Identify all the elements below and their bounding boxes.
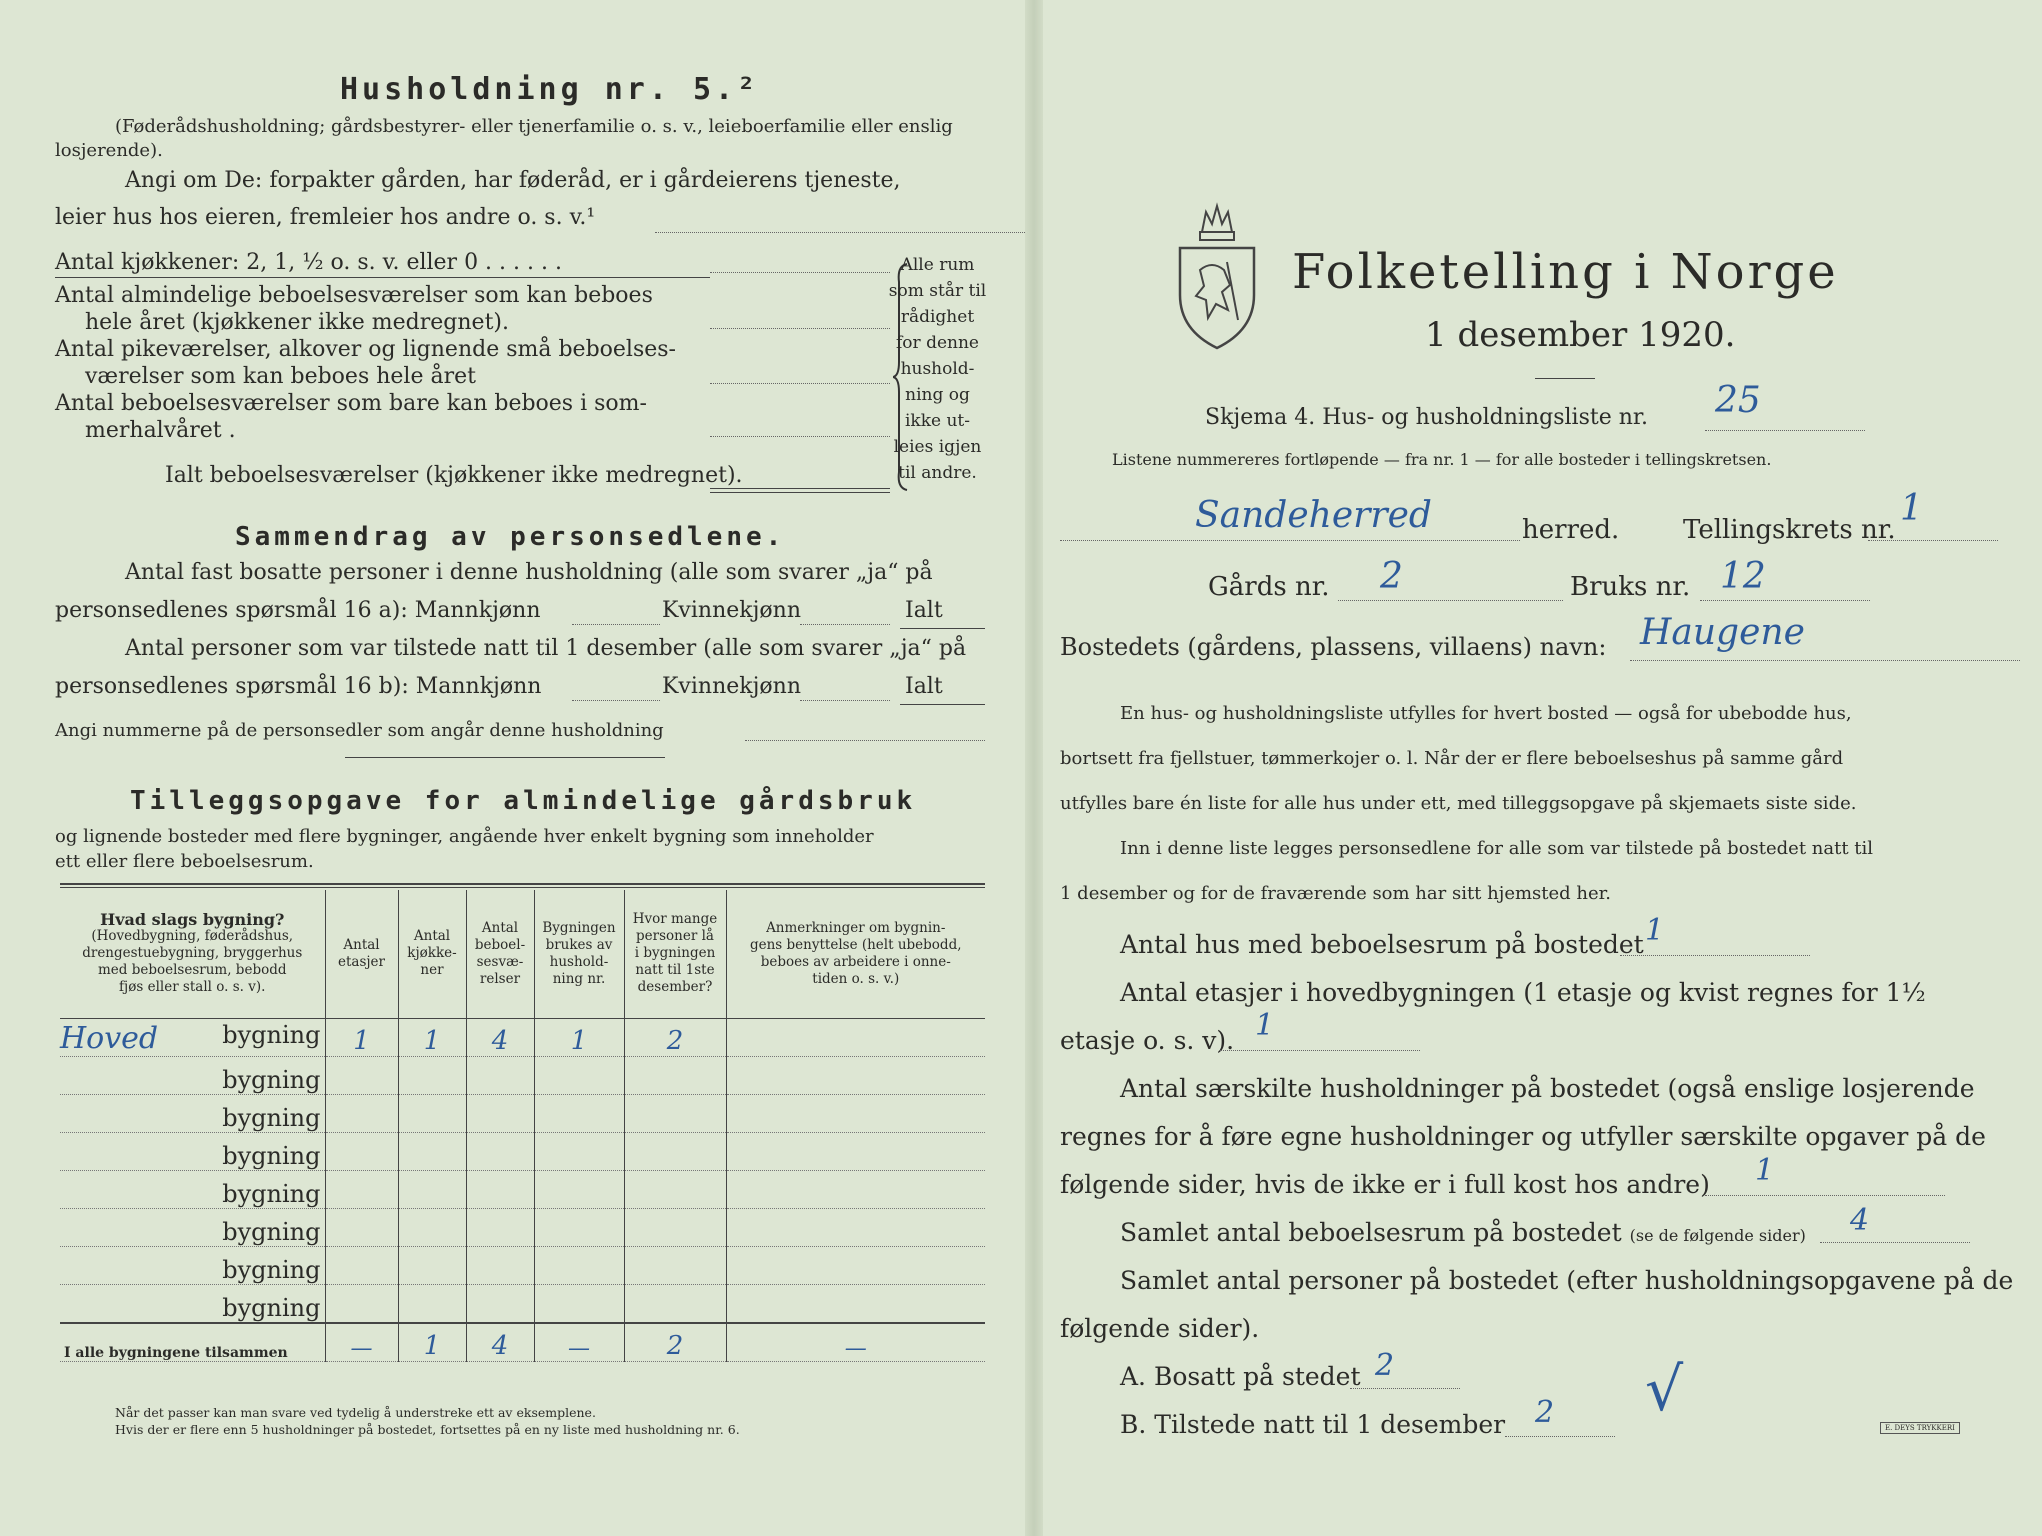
sarsk-line	[1705, 1195, 1945, 1196]
herred-label: herred.	[1522, 515, 1620, 545]
cell-brukes: 1	[534, 1018, 624, 1056]
samlet-rum-text: Samlet antal beboelsesrum på bostedet	[1120, 1218, 1622, 1247]
table-top-rule-2	[60, 887, 985, 888]
col-beboelses-header	[466, 890, 534, 1018]
footnote-2: Hvis der er flere enn 5 husholdninger på bostedet, fortsettes på en ny liste med husholdning nr. 6.	[115, 1422, 740, 1437]
fast-line2: personsedlenes spørsmål 16 a): Mannkjønn	[55, 598, 541, 623]
para1-line1: En hus- og husholdningsliste utfylles for hvert bosted — også for ubebodde hus,	[1120, 703, 1852, 724]
tilst-line2: personsedlenes spørsmål 16 b): Mannkjønn	[55, 674, 542, 699]
col-anmerk-header	[726, 890, 985, 1018]
angi-answer-line	[655, 232, 1025, 233]
sarsk-line2: regnes for å føre egne husholdninger og utfyller særskilte opgaver på de	[1060, 1122, 1986, 1151]
sarsk-value: 1	[1755, 1153, 1775, 1188]
col-etasjer-header	[325, 890, 398, 1018]
hus-line	[1620, 955, 1810, 956]
building-type-value: Hoved	[60, 1020, 159, 1056]
table-row	[60, 1284, 985, 1323]
total-label: I alle bygningene tilsammen	[60, 1323, 325, 1362]
table-row	[60, 1132, 985, 1170]
cell-anmerk	[726, 1132, 985, 1170]
building-type-cell	[60, 1132, 325, 1170]
tillegg-line2: ett eller flere beboelsesrum.	[55, 851, 314, 872]
footnote-1: Når det passer kan man svare ved tydelig å understreke ett av eksemplene.	[115, 1405, 596, 1420]
cell-beboelses	[466, 1056, 534, 1094]
table-top-rule	[60, 883, 985, 885]
skjema-label: Skjema 4. Hus- og husholdningsliste nr.	[1205, 405, 1648, 430]
bosted-value: Haugene	[1640, 612, 1805, 653]
etasjer-line	[1220, 1050, 1420, 1051]
cell-beboelses	[466, 1284, 534, 1323]
header-line: Anmerkninger om bygnin-	[766, 919, 946, 936]
table-total-row	[60, 1323, 985, 1362]
cell-beboelses	[466, 1246, 534, 1284]
fast-mann-answer	[572, 624, 660, 625]
total-beboelses: 4	[466, 1323, 534, 1362]
bruks-line	[1700, 600, 1870, 601]
tillegg-title: Tilleggsopgave for almindelige gårdsbruk	[130, 786, 917, 816]
cell-kjokkener	[398, 1094, 466, 1132]
bygning-label: bygning	[222, 1020, 321, 1049]
som-answer	[710, 436, 890, 437]
header-line: fjøs eller stall o. s. v).	[119, 979, 266, 996]
ialt-rooms-answer	[710, 488, 890, 489]
brace-line: rådighet	[900, 307, 975, 327]
cell-anmerk	[726, 1094, 985, 1132]
total-etasjer: —	[325, 1323, 398, 1362]
som-line2: merhalvåret .	[85, 418, 236, 443]
total-anmerk: —	[726, 1323, 985, 1362]
header-line: beboes av arbeidere i onne-	[760, 953, 951, 970]
nummerne-label: Angi nummerne på de personsedler som angår denne husholdning	[55, 720, 664, 741]
norway-crest-icon	[1172, 200, 1262, 352]
fast-line1: Antal fast bosatte personer i denne husholdning (alle som svarer „ja“ på	[125, 560, 933, 585]
tilst-kvinne-answer	[800, 700, 890, 701]
cell-anmerk	[726, 1208, 985, 1246]
tilst-line1: Antal personer som var tilstede natt til 1 desember (alle som svarer „ja“ på	[125, 636, 967, 661]
tilst-ialt-label: Ialt	[905, 674, 943, 699]
brace-line: ning og	[905, 385, 970, 405]
cell-etasjer	[325, 1170, 398, 1208]
header-line: desember?	[637, 979, 713, 996]
cell-kjokkener: 1	[398, 1018, 466, 1056]
cell-kjokkener	[398, 1170, 466, 1208]
etasjer-value: 1	[1255, 1008, 1275, 1043]
cell-kjokkener	[398, 1246, 466, 1284]
tilst-mann-answer	[572, 700, 660, 701]
header-line: kjøkke-	[407, 945, 457, 962]
table-row	[60, 1170, 985, 1208]
bygning-label: bygning	[222, 1293, 321, 1322]
header-line: i bygningen	[634, 945, 716, 962]
cell-beboelses	[466, 1094, 534, 1132]
cell-anmerk	[726, 1170, 985, 1208]
cell-kjokkener	[398, 1056, 466, 1094]
cell-brukes	[534, 1170, 624, 1208]
samlet-rum-value: 4	[1850, 1203, 1870, 1238]
cell-beboelses	[466, 1208, 534, 1246]
skjema-nr-value: 25	[1715, 380, 1761, 421]
cell-etasjer	[325, 1284, 398, 1323]
table-header-row	[60, 890, 985, 1018]
col-brukes-header	[534, 890, 624, 1018]
checkmark: √	[1645, 1355, 1684, 1425]
angi-line1: Angi om De: forpakter gården, har føderåd, er i gårdeierens tjeneste,	[125, 168, 901, 193]
header-line: personer lå	[636, 928, 714, 945]
cell-anmerk	[726, 1018, 985, 1056]
krets-value: 1	[1900, 488, 1923, 529]
header-line: natt til 1ste	[635, 962, 715, 979]
bygning-label: bygning	[222, 1255, 321, 1284]
para1-line2: bortsett fra fjellstuer, tømmerkojer o. l. Når der er flere beboelseshus på samme gård	[1060, 748, 1844, 769]
gards-value: 2	[1380, 556, 1403, 597]
cell-brukes	[534, 1094, 624, 1132]
header-line: beboel-	[474, 936, 526, 953]
bosatt-label: A. Bosatt på stedet	[1120, 1362, 1361, 1391]
pike-answer	[710, 383, 890, 384]
title-divider	[1535, 378, 1595, 379]
main-title: Folketelling i Norge	[1292, 244, 1839, 300]
brace-note	[865, 252, 1010, 486]
header-line: Antal	[343, 936, 380, 953]
cell-personer	[624, 1284, 726, 1323]
cell-kjokkener	[398, 1284, 466, 1323]
cell-personer	[624, 1208, 726, 1246]
page-fold	[1025, 0, 1043, 1536]
census-date: 1 desember 1920.	[1425, 315, 1736, 355]
left-page	[55, 0, 985, 1536]
cell-kjokkener	[398, 1132, 466, 1170]
bygning-label: bygning	[222, 1217, 321, 1246]
alm-line2: hele året (kjøkkener ikke medregnet).	[85, 310, 509, 335]
kjokkener-label: Antal kjøkkener: 2, 1, ½ o. s. v. eller 0 . . . . . .	[55, 250, 562, 275]
cell-brukes	[534, 1208, 624, 1246]
bruks-value: 12	[1720, 556, 1766, 597]
tilst-ialt-answer	[900, 704, 985, 705]
cell-brukes	[534, 1056, 624, 1094]
building-type-cell	[60, 1056, 325, 1094]
fast-ialt-answer	[900, 628, 985, 629]
cell-etasjer	[325, 1094, 398, 1132]
sarsk-line1: Antal særskilte husholdninger på bostedet (også enslige losjerende	[1120, 1074, 1975, 1103]
samlet-rum-note: (se de følgende sider)	[1629, 1226, 1806, 1245]
fast-ialt-label: Ialt	[905, 598, 943, 623]
samlet-pers-line2: følgende sider).	[1060, 1314, 1260, 1343]
bygning-label: bygning	[222, 1103, 321, 1132]
building-type-cell	[60, 1170, 325, 1208]
cell-etasjer	[325, 1132, 398, 1170]
bygning-label: bygning	[222, 1065, 321, 1094]
hus-label: Antal hus med beboelsesrum på bostedet	[1120, 930, 1644, 959]
pike-line1: Antal pikeværelser, alkover og lignende små beboelses-	[55, 337, 676, 362]
header-line: Bygningen	[542, 919, 616, 936]
bygning-label: bygning	[222, 1179, 321, 1208]
cell-personer	[624, 1170, 726, 1208]
cell-anmerk	[726, 1056, 985, 1094]
building-type-cell	[60, 1284, 325, 1323]
brace-line: Alle rum	[900, 255, 975, 275]
printer-stamp: E. DEYS TRYKKERI	[1880, 1422, 1960, 1434]
kjokkener-answer	[710, 272, 890, 273]
fast-kvinne-label: Kvinnekjønn	[662, 598, 801, 623]
cell-brukes	[534, 1246, 624, 1284]
krets-label: Tellingskrets nr.	[1683, 515, 1896, 545]
cell-personer	[624, 1246, 726, 1284]
fast-kvinne-answer	[800, 624, 890, 625]
header-line: med beboelsesrum, bebodd	[98, 962, 287, 979]
header-line: etasjer	[337, 953, 386, 970]
table-row	[60, 1056, 985, 1094]
bosted-line	[1630, 660, 2020, 661]
sammendrag-title: Sammendrag av personsedlene.	[235, 522, 786, 552]
cell-anmerk	[726, 1246, 985, 1284]
tilstede-value: 2	[1535, 1395, 1555, 1430]
tillegg-line1: og lignende bosteder med flere bygninger, angående hver enkelt bygning som inneholder	[55, 826, 874, 847]
cell-brukes	[534, 1132, 624, 1170]
bosted-label: Bostedets (gårdens, plassens, villaens) navn:	[1060, 633, 1607, 661]
cell-etasjer	[325, 1056, 398, 1094]
tilstede-line	[1505, 1436, 1615, 1437]
angi-line2: leier hus hos eieren, fremleier hos andre o. s. v.¹	[55, 205, 596, 230]
col-type-title: Hvad slags bygning?	[100, 910, 285, 930]
gards-line	[1338, 600, 1563, 601]
para1-line3: utfylles bare én liste for alle hus under ett, med tilleggsopgave på skjemaets siste side.	[1060, 793, 1857, 814]
cell-personer	[624, 1132, 726, 1170]
kjokkener-underline	[55, 277, 710, 278]
brace-line: til andre.	[898, 463, 977, 483]
bosatt-line	[1350, 1388, 1460, 1389]
household-note: (Føderådshusholdning; gårdsbestyrer- eller tjenerfamilie o. s. v., leieboerfamilie eller enslig losjerende).	[55, 116, 953, 161]
tilst-kvinne-label: Kvinnekjønn	[662, 674, 801, 699]
para2-line1: Inn i denne liste legges personsedlene for alle som var tilstede på bostedet natt til	[1120, 838, 1874, 859]
listene-note: Listene nummereres fortløpende — fra nr. 1 — for alle bosteder i tellingskretsen.	[1112, 450, 1772, 469]
brace-line: leies igjen	[893, 437, 982, 457]
building-type-cell	[60, 1246, 325, 1284]
sarsk-line3: følgende sider, hvis de ikke er i full kost hos andre)	[1060, 1170, 1710, 1199]
alm-answer	[710, 328, 890, 329]
header-line: brukes av	[545, 936, 613, 953]
bruks-label: Bruks nr.	[1570, 572, 1691, 602]
col-type-header	[60, 890, 325, 1018]
herred-value: Sandeherred	[1195, 495, 1432, 536]
household-title: Husholdning nr. 5.²	[340, 72, 760, 107]
bygning-label: bygning	[222, 1141, 321, 1170]
cell-etasjer: 1	[325, 1018, 398, 1056]
ialt-rooms-label: Ialt beboelsesværelser (kjøkkener ikke medregnet).	[165, 463, 743, 488]
cell-personer: 2	[624, 1018, 726, 1056]
total-kjokkener: 1	[398, 1323, 466, 1362]
pike-line2: værelser som kan beboes hele året	[85, 364, 476, 389]
samlet-rum-line	[1820, 1242, 1970, 1243]
hus-value: 1	[1645, 913, 1665, 948]
header-line: Hvor mange	[632, 911, 718, 928]
header-line: Antal	[481, 919, 519, 936]
gards-label: Gårds nr.	[1208, 572, 1330, 602]
header-line: tiden o. s. v.)	[812, 970, 900, 987]
cell-beboelses: 4	[466, 1018, 534, 1056]
header-line: drengestuebygning, bryggerhus	[82, 945, 303, 962]
bosatt-value: 2	[1375, 1348, 1395, 1383]
skjema-nr-line	[1705, 430, 1865, 431]
alm-line1: Antal almindelige beboelsesværelser som kan beboes	[55, 283, 653, 308]
building-table	[60, 890, 985, 1362]
brace-line: ikke ut-	[904, 411, 971, 431]
header-line: Antal	[413, 928, 451, 945]
brace-line: for denne	[896, 333, 979, 353]
brace-line: som står til	[888, 281, 987, 301]
total-brukes: —	[534, 1323, 624, 1362]
table-row	[60, 1246, 985, 1284]
cell-beboelses	[466, 1132, 534, 1170]
table-row	[60, 1208, 985, 1246]
header-line: hushold-	[549, 953, 609, 970]
right-page	[1060, 0, 2014, 1536]
cell-anmerk	[726, 1284, 985, 1323]
building-type-cell	[60, 1208, 325, 1246]
total-personer: 2	[624, 1323, 726, 1362]
table-row	[60, 1018, 985, 1056]
som-line1: Antal beboelsesværelser som bare kan beboes i som-	[55, 391, 647, 416]
table-row	[60, 1094, 985, 1132]
samlet-rum-label	[1120, 1218, 1806, 1247]
cell-beboelses	[466, 1170, 534, 1208]
cell-brukes	[534, 1284, 624, 1323]
col-personer-header	[624, 890, 726, 1018]
samlet-pers-line1: Samlet antal personer på bostedet (efter husholdningsopgavene på de	[1120, 1266, 2014, 1295]
building-type-cell	[60, 1094, 325, 1132]
cell-kjokkener	[398, 1208, 466, 1246]
krets-line	[1868, 540, 1998, 541]
etasjer-line1: Antal etasjer i hovedbygningen (1 etasje og kvist regnes for 1½	[1120, 978, 1926, 1007]
header-line: sesvæ-	[476, 953, 524, 970]
header-line: ner	[420, 962, 444, 979]
brace-line: hushold-	[900, 359, 975, 379]
nummerne-answer	[745, 740, 985, 741]
etasjer-line2: etasje o. s. v).	[1060, 1026, 1235, 1055]
ialt-rooms-answer-double	[710, 492, 890, 493]
tilstede-label: B. Tilstede natt til 1 desember	[1120, 1410, 1506, 1439]
building-type-cell	[60, 1018, 325, 1056]
header-line: ning nr.	[552, 970, 606, 987]
para2-line2: 1 desember og for de fraværende som har sitt hjemsted her.	[1060, 883, 1611, 904]
cell-personer	[624, 1056, 726, 1094]
cell-etasjer	[325, 1246, 398, 1284]
header-line: relser	[479, 970, 521, 987]
header-line: (Hovedbygning, føderådshus,	[91, 928, 294, 945]
cell-personer	[624, 1094, 726, 1132]
cell-etasjer	[325, 1208, 398, 1246]
header-line: gens benyttelse (helt ubebodd,	[749, 936, 962, 953]
herred-line	[1060, 540, 1520, 541]
col-kjokkener-header	[398, 890, 466, 1018]
section-divider	[345, 757, 665, 758]
